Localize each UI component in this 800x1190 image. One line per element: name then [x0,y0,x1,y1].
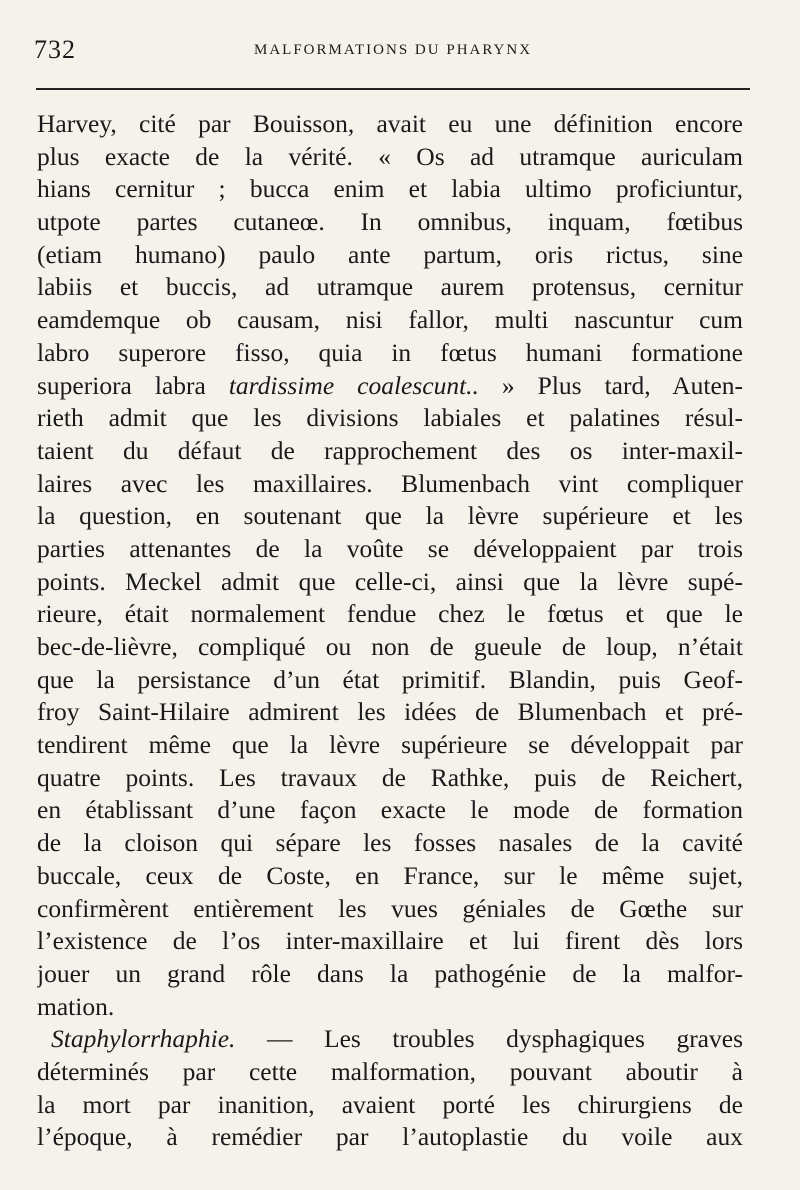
text-run: superiora labra [37,370,229,400]
text-line: points. Meckel admit que celle-ci, ainsi que la lèvre supé- [37,566,743,596]
text-line: déterminés par cette malformation, pouvant aboutir à [37,1056,743,1086]
text-line: taient du défaut de rapprochement des os inter-maxil- [37,435,743,465]
text-line: parties attenantes de la voûte se développaient par trois [37,533,743,563]
text-line: l’époque, à remédier par l’autoplastie du voile aux [37,1122,743,1152]
text-run: — Les troubles dysphagiques graves [235,1024,743,1054]
text-line: rieure, était normalement fendue chez le fœtus et que le [37,599,743,629]
text-line: Harvey, cité par Bouisson, avait eu une définition encore [37,109,743,138]
text-line: de la cloison qui sépare les fosses nasales de la cavité [37,828,743,858]
text-line: hians cernitur ; bucca enim et labia ultimo proficiuntur, [37,174,743,204]
text-line: laires avec les maxillaires. Blumenbach vint compliquer [37,468,743,498]
section-heading: Staphylorrhaphie. [51,1024,236,1054]
text-line: plus exacte de la vérité. « Os ad utramque auriculam [37,141,743,171]
text-line: labiis et buccis, ad utramque aurem protensus, cernitur [37,272,743,302]
text-line: eamdemque ob causam, nisi fallor, multi nascuntur cum [37,305,743,335]
text-line [37,370,743,403]
text-line: labro superore fisso, quia in fœtus humani formatione [37,337,743,367]
text-line: jouer un grand rôle dans la pathogénie de la malfor- [37,958,743,988]
text-line: rieth admit que les divisions labiales et palatines résul- [37,403,743,433]
text-line: buccale, ceux de Coste, en France, sur le même sujet, [37,860,743,890]
text-line: que la persistance d’un état primitif. Blandin, puis Geof- [37,664,743,694]
text-line: la mort par inanition, avaient porté les chirurgiens de [37,1089,743,1119]
text-line: utpote partes cutaneœ. In omnibus, inquam, fœtibus [37,207,743,237]
text-line: quatre points. Les travaux de Rathke, puis de Reichert, [37,762,743,792]
text-line: bec-de-lièvre, compliqué ou non de gueule de loup, n’était [37,632,743,661]
text-line: confirmèrent entièrement les vues géniales de Gœthe sur [37,893,743,923]
header-rule [36,88,750,90]
text-line: froy Saint-Hilaire admirent les idées de Blumenbach et pré- [37,697,743,727]
text-line: tendirent même que la lèvre supérieure se développait par [37,730,743,760]
text-line: mation. [37,991,115,1021]
text-run: » Plus tard, Auten- [478,370,743,400]
page-header [34,34,746,66]
page-number: 732 [34,35,76,64]
text-line: l’existence de l’os inter-maxillaire et lui firent dès lors [37,926,743,956]
text-line [37,1023,743,1056]
text-line: (etiam humano) paulo ante partum, oris rictus, sine [37,239,743,269]
running-head: MALFORMATIONS DU PHARYNX [254,42,533,58]
text-line: en établissant d’une façon exacte le mode de formation [37,795,743,825]
text-line: la question, en soutenant que la lèvre supérieure et les [37,501,743,531]
body-text [37,108,743,1154]
italic-quote: tardissime coalescunt.. [228,370,479,400]
